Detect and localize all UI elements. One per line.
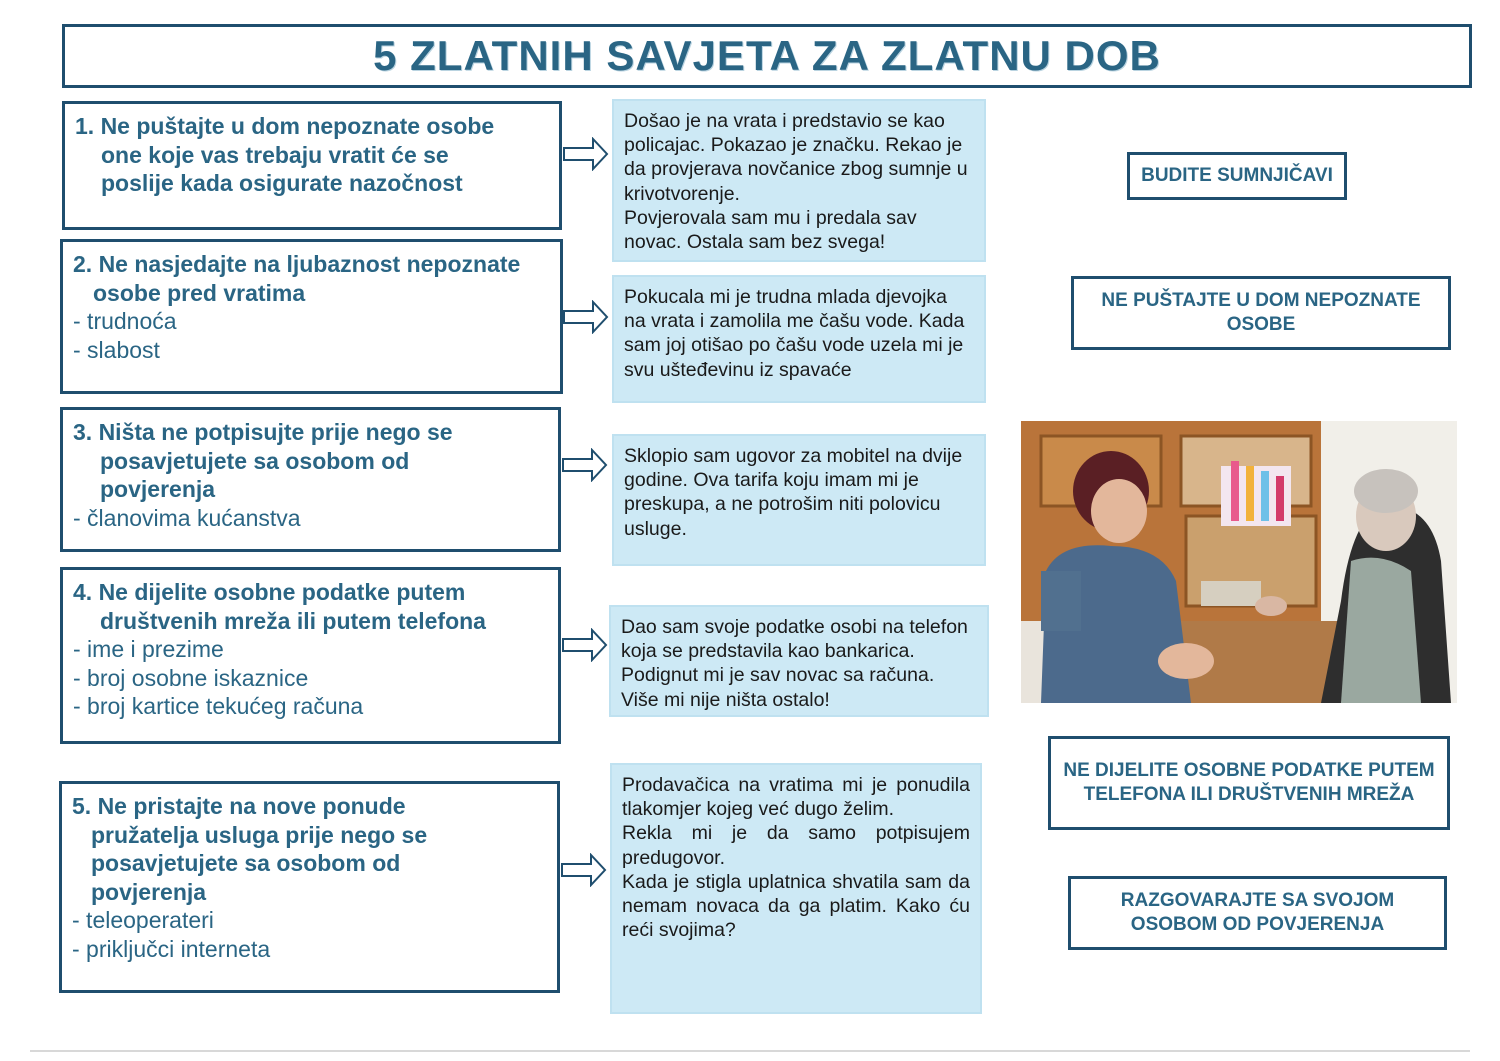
story-5-text: Prodavačica na vratima mi je ponudila tlakomjer kojeg već dugo želim.: [622, 774, 970, 821]
story-2-text: Pokucala mi je trudna mlada djevojka na vrata i zamolila me čašu vode. Kada sam joj otišao po čašu vode uzela mi je svu ušteđevinu iz spavaće: [624, 286, 965, 381]
story-5-text: Rekla mi je da samo potpisujem predugovor.: [622, 822, 970, 869]
tip-4-item: - broj kartice tekućeg računa: [73, 693, 364, 719]
label-no-personal-data: NE DIJELITE OSOBNE PODATKE PUTEM TELEFONA ILI DRUŠTVENIH MREŽA: [1048, 736, 1450, 830]
arrow-right-icon: [563, 300, 609, 334]
police-officer-with-elderly-photo: [1021, 421, 1457, 703]
tip-5-item: - teleoperateri: [72, 907, 214, 933]
tip-5-head-line: pružatelja usluga prije nego se: [91, 821, 428, 848]
tip-3-head-line: 3. Ništa ne potpisujte prije nego se: [73, 419, 453, 445]
story-box-5: [610, 763, 982, 1014]
tip-5-item: - priključci interneta: [72, 935, 271, 962]
story-3-text: Sklopio sam ugovor za mobitel na dvije godine. Ova tarifa koju imam mi je preskupa, a ne potrošim niti polovicu usluge.: [624, 445, 963, 540]
tip-3-head-line: povjerenja: [100, 476, 216, 502]
tip-1-head-line: 1. Ne puštajte u dom nepoznate osobe: [75, 113, 495, 139]
tip-1-head-line: poslije kada osigurate nazočnost: [101, 170, 463, 196]
story-5-text: Kada je stigla uplatnica shvatila sam da nemam novaca da ga platim. Kako ću reći svojima?: [622, 870, 970, 942]
tip-4-item: - broj osobne iskaznice: [73, 664, 309, 691]
tip-5-heading: [72, 792, 547, 906]
arrow-right-icon: [563, 137, 609, 171]
tip-2-heading: [73, 250, 550, 307]
arrow-right-icon: [561, 853, 607, 887]
tip-3-item: - članovima kućanstva: [73, 504, 301, 531]
tip-4-heading: [73, 578, 548, 635]
label-talk-to-trusted: RAZGOVARAJTE SA SVOJOM OSOBOM OD POVJERENJA: [1068, 876, 1447, 950]
arrow-right-icon: [562, 628, 608, 662]
story-box-3: [612, 434, 986, 566]
tip-1-heading: [75, 112, 549, 198]
tip-box-3: [60, 407, 561, 552]
tip-box-4: [60, 567, 561, 744]
arrow-right-icon: [562, 448, 608, 482]
tip-4-item: - ime i prezime: [73, 636, 224, 662]
tip-2-item: - slabost: [73, 336, 160, 363]
tip-2-head-line: osobe pred vratima: [93, 279, 306, 306]
tip-4-head-line: društvenih mreža ili putem telefona: [100, 607, 486, 634]
label-be-suspicious: BUDITE SUMNJIČAVI: [1127, 152, 1347, 200]
story-1-text: Došao je na vrata i predstavio se kao policajac. Pokazao je značku. Rekao je da provjerava novčanice zbog sumnje u krivotvorenje.: [624, 110, 968, 205]
tip-4-head-line: 4. Ne dijelite osobne podatke putem: [73, 579, 466, 605]
page-title: 5 ZLATNIH SAVJETA ZA ZLATNU DOB: [373, 32, 1161, 79]
label-no-strangers: NE PUŠTAJTE U DOM NEPOZNATE OSOBE: [1071, 276, 1451, 350]
tip-box-2: [60, 239, 563, 394]
story-box-4: [609, 605, 989, 717]
tip-box-1: [62, 101, 562, 230]
tip-5-head-line: posavjetujete sa osobom od: [91, 850, 401, 876]
tip-box-5: [59, 781, 560, 993]
story-1-text: Povjerovala sam mu i predala sav novac. Ostala sam bez svega!: [624, 206, 917, 254]
tip-2-head-line: 2. Ne nasjedajte na ljubaznost nepoznate: [73, 251, 521, 277]
bottom-divider: [30, 1050, 1470, 1052]
tip-3-heading: [73, 418, 548, 504]
tip-2-item: - trudnoća: [73, 308, 177, 334]
title-box: [62, 24, 1472, 88]
story-box-1: [612, 99, 986, 262]
tip-5-head-line: 5. Ne pristajte na nove ponude: [72, 793, 406, 819]
tip-3-head-line: posavjetujete sa osobom od: [100, 447, 410, 474]
tip-5-head-line: povjerenja: [91, 878, 207, 905]
tip-1-head-line: one koje vas trebaju vratit će se: [101, 141, 449, 168]
story-box-2: [612, 275, 986, 403]
story-4-text: Dao sam svoje podatke osobi na telefon koja se predstavila kao bankarica. Podignut mi je sav novac sa računa. Više mi nije ništa ostalo!: [621, 616, 968, 711]
